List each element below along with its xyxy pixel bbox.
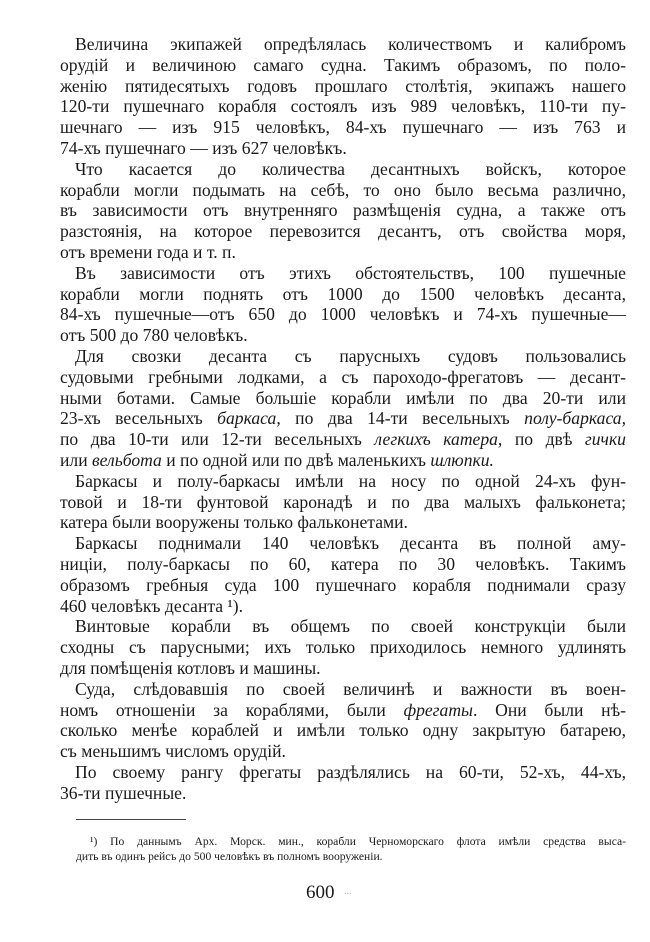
text-line <box>60 429 626 450</box>
text-segment: корабли могли подымать на себѣ, то оно было весьма различно, <box>60 179 626 200</box>
text-segment: по двѣ <box>502 429 585 450</box>
text-line <box>60 720 626 741</box>
footnote <box>76 834 626 864</box>
text-segment: Величина экипажей опредѣлялась количествомъ и калибромъ <box>75 34 626 54</box>
text-segment: отъ 500 до 780 человѣкъ. <box>60 325 248 346</box>
text-segment: шечнаго — изъ 915 человѣкъ, 84-хъ пушечнаго — изъ 763 и <box>60 117 626 138</box>
text-line <box>60 263 626 284</box>
text-line <box>60 55 626 76</box>
text-line <box>60 637 626 658</box>
paragraph <box>60 762 626 804</box>
text-segment: 84-хъ пушечные—отъ 650 до 1000 человѣкъ и 74-хъ пушечные— <box>60 304 626 325</box>
text-line <box>60 242 626 263</box>
text-segment: отъ времени года и т. п. <box>60 241 236 262</box>
text-segment: женію пятидесятыхъ годовъ прошлаго столѣтія, экипажъ нашего <box>60 75 626 96</box>
text-segment: по два 10-ти или 12-ти весельныхъ <box>60 429 375 450</box>
body-text <box>60 34 626 803</box>
text-line <box>60 533 626 554</box>
text-line <box>60 596 626 617</box>
text-segment: разстоянія, на которое перевозится десантъ, отъ свойства моря, <box>60 221 626 242</box>
page-number: 600 <box>306 882 335 903</box>
italic-term: вельбота <box>92 449 162 470</box>
text-segment: номъ отношеніи за кораблями, были <box>60 699 404 720</box>
text-segment: катера были вооружены только фальконетами. <box>60 512 408 533</box>
text-line <box>60 783 626 804</box>
italic-term: полу-баркаса, <box>524 408 626 429</box>
text-segment: орудій и величиною самаго судна. Такимъ образомъ, по поло- <box>60 54 626 75</box>
text-line <box>60 512 626 533</box>
text-segment: Баркасы и полу-баркасы имѣли на носу по одной 24-хъ фун- <box>75 470 626 491</box>
text-segment: 23-хъ весельныхъ <box>60 408 218 429</box>
text-segment: 36-ти пушечные. <box>60 782 187 803</box>
text-segment: Въ зависимости отъ этихъ обстоятельствъ, 100 пушечные <box>75 262 626 283</box>
text-segment: образомъ гребныя суда 100 пушечнаго корабля поднимали сразу <box>60 574 626 595</box>
text-line <box>60 117 626 138</box>
italic-term: легкихъ катера, <box>374 429 503 450</box>
text-line <box>60 408 626 429</box>
text-segment: или <box>60 449 93 470</box>
text-segment: товой и 18-ти фунтовой каронадѣ и по два малыхъ фальконета; <box>60 491 626 512</box>
text-segment: для помѣщенія котловъ и машины. <box>60 657 321 678</box>
text-line <box>60 575 626 596</box>
text-line <box>60 616 626 637</box>
paragraph <box>60 34 626 159</box>
text-line <box>60 200 626 221</box>
text-line <box>60 762 626 783</box>
text-line <box>60 304 626 325</box>
text-segment: корабли могли поднять отъ 1000 до 1500 человѣкъ десанта, <box>60 283 626 304</box>
text-segment: ниціи, полу-баркасы по 60, катера по 30 человѣкъ. Такимъ <box>60 553 626 574</box>
text-line <box>60 741 626 762</box>
text-segment: 120-ти пушечнаго корабля состоялъ изъ 989 человѣкъ, 110-ти пу- <box>60 96 626 117</box>
text-line <box>60 180 626 201</box>
italic-term: баркаса, <box>217 408 281 429</box>
paragraph <box>60 159 626 263</box>
italic-term: фрегаты <box>403 699 473 720</box>
text-line <box>60 138 626 159</box>
text-line <box>60 471 626 492</box>
text-segment: . Они были нѣ- <box>472 699 626 720</box>
text-line <box>60 388 626 409</box>
text-line <box>60 700 626 721</box>
paragraph <box>60 616 626 678</box>
text-line <box>60 658 626 679</box>
text-segment: судовыми гребными лодками, а съ пароходо-фрегатовъ — десант- <box>60 366 626 387</box>
text-segment: съ меньшимъ числомъ орудій. <box>60 741 286 762</box>
text-segment: ными ботами. Самые большіе корабли имѣли по два 20-ти или <box>60 387 626 408</box>
paragraph <box>60 471 626 533</box>
text-line <box>60 346 626 367</box>
text-segment: 74-хъ пушечнаго — изъ 627 человѣкъ. <box>60 137 347 158</box>
footnote-separator <box>76 819 186 820</box>
text-line <box>60 492 626 513</box>
text-line <box>60 76 626 97</box>
italic-term: шлюпки. <box>430 449 494 470</box>
text-line <box>60 450 626 471</box>
footnote-line: дить въ одинъ рейсъ до 500 человѣкъ въ полномъ вооруженіи. <box>76 850 383 863</box>
text-segment: и по одной или по двѣ маленькихъ <box>161 449 431 470</box>
page-mark: ... <box>344 886 352 897</box>
text-segment: въ зависимости отъ внутренняго размѣщенія судна, а также отъ <box>60 200 626 221</box>
text-line <box>60 221 626 242</box>
italic-term: гички <box>584 429 626 450</box>
text-line <box>60 367 626 388</box>
text-segment: Винтовые корабли въ общемъ по своей конструкціи были <box>75 616 626 637</box>
text-segment: По своему рангу фрегаты раздѣлялись на 60-ти, 52-хъ, 44-хъ, <box>75 761 626 782</box>
text-segment: Что касается до количества десантныхъ войскъ, которое <box>75 158 626 179</box>
paragraph <box>60 346 626 471</box>
text-line <box>60 159 626 180</box>
text-segment: Суда, слѣдовавшія по своей величинѣ и важности въ воен- <box>75 678 626 699</box>
text-segment: сходны съ парусными; ихъ только приходилось немного удлинять <box>60 637 626 658</box>
text-segment: по два 14-ти весельныхъ <box>280 408 525 429</box>
text-line <box>60 554 626 575</box>
footnote-line: ¹) По даннымъ Арх. Морск. мин., корабли Черноморскаго флота имѣли средства выса- <box>90 835 626 848</box>
text-line <box>60 34 626 55</box>
paragraph <box>60 533 626 616</box>
text-line <box>60 284 626 305</box>
paragraph <box>60 263 626 346</box>
text-segment: сколько менѣе кораблей и имѣли только одну закрытую батарею, <box>60 720 626 741</box>
text-line <box>60 325 626 346</box>
text-segment: Для свозки десанта съ парусныхъ судовъ пользовались <box>75 345 626 366</box>
text-line <box>60 679 626 700</box>
text-line <box>60 96 626 117</box>
text-segment: Баркасы поднимали 140 человѣкъ десанта въ полной аму- <box>75 533 626 554</box>
paragraph <box>60 679 626 762</box>
text-segment: 460 человѣкъ десанта ¹). <box>60 595 244 616</box>
